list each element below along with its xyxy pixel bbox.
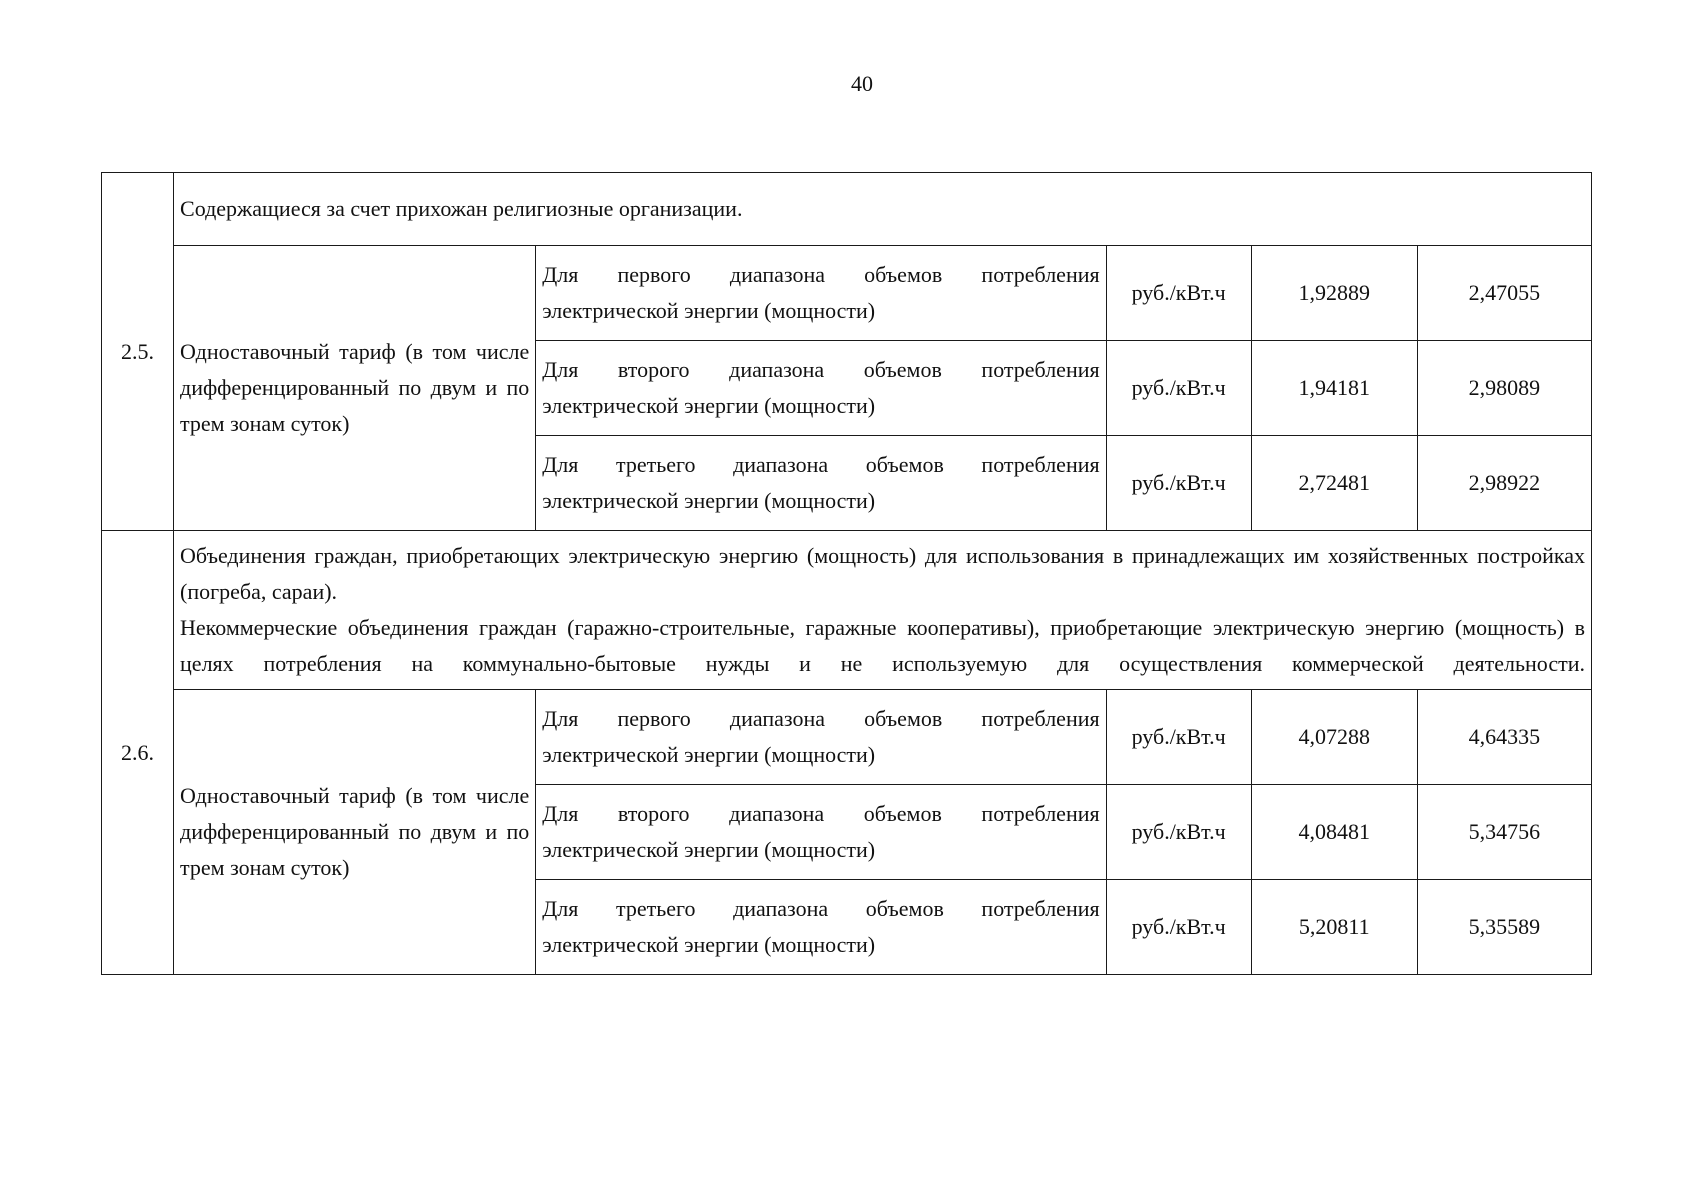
category-description: [174, 173, 1592, 246]
value-first-half: 4,08481: [1251, 785, 1417, 880]
section-number: 2.6.: [102, 531, 174, 975]
value-second-half: 2,98922: [1417, 436, 1591, 531]
value-second-half: 4,64335: [1417, 690, 1591, 785]
category-line: Некоммерческие объединения граждан (гаражно-строительные, гаражные кооперативы), приобретающие электрическую энергию (мощность) в целях потребления на коммунально-бытовые нужды и не используемую для осуществления коммерческой деятельности.: [180, 615, 1585, 676]
unit-cell: руб./кВт.ч: [1106, 690, 1251, 785]
value-second-half: 2,98089: [1417, 341, 1591, 436]
value-first-half: 4,07288: [1251, 690, 1417, 785]
category-description: [174, 531, 1592, 690]
range-label: Для первого диапазона объемов потребления электрической энергии (мощности): [536, 246, 1106, 341]
table-row: [102, 690, 1592, 785]
unit-cell: руб./кВт.ч: [1106, 785, 1251, 880]
value-first-half: 2,72481: [1251, 436, 1417, 531]
range-label: Для первого диапазона объемов потребления электрической энергии (мощности): [536, 690, 1106, 785]
page-number: 40: [851, 71, 873, 96]
value-second-half: 2,47055: [1417, 246, 1591, 341]
section-number: 2.5.: [102, 173, 174, 531]
unit-cell: руб./кВт.ч: [1106, 436, 1251, 531]
section-2-6-header-row: [102, 531, 1592, 690]
category-line: Содержащиеся за счет прихожан религиозные организации.: [180, 196, 743, 221]
value-first-half: 1,92889: [1251, 246, 1417, 341]
range-label: Для третьего диапазона объемов потребления электрической энергии (мощности): [536, 880, 1106, 975]
range-label: Для второго диапазона объемов потребления электрической энергии (мощности): [536, 785, 1106, 880]
value-first-half: 5,20811: [1251, 880, 1417, 975]
value-second-half: 5,34756: [1417, 785, 1591, 880]
tariff-table: [101, 172, 1592, 975]
tariff-label: Одноставочный тариф (в том числе дифференцированный по двум и по трем зонам суток): [174, 690, 536, 975]
unit-cell: руб./кВт.ч: [1106, 246, 1251, 341]
section-2-5-header-row: [102, 173, 1592, 246]
value-first-half: 1,94181: [1251, 341, 1417, 436]
table-row: [102, 246, 1592, 341]
category-line: Объединения граждан, приобретающих электрическую энергию (мощность) для использования в принадлежащих им хозяйственных постройках (погреба, сараи).: [180, 543, 1585, 604]
tariff-label: Одноставочный тариф (в том числе дифференцированный по двум и по трем зонам суток): [174, 246, 536, 531]
range-label: Для третьего диапазона объемов потребления электрической энергии (мощности): [536, 436, 1106, 531]
unit-cell: руб./кВт.ч: [1106, 880, 1251, 975]
value-second-half: 5,35589: [1417, 880, 1591, 975]
unit-cell: руб./кВт.ч: [1106, 341, 1251, 436]
range-label: Для второго диапазона объемов потребления электрической энергии (мощности): [536, 341, 1106, 436]
